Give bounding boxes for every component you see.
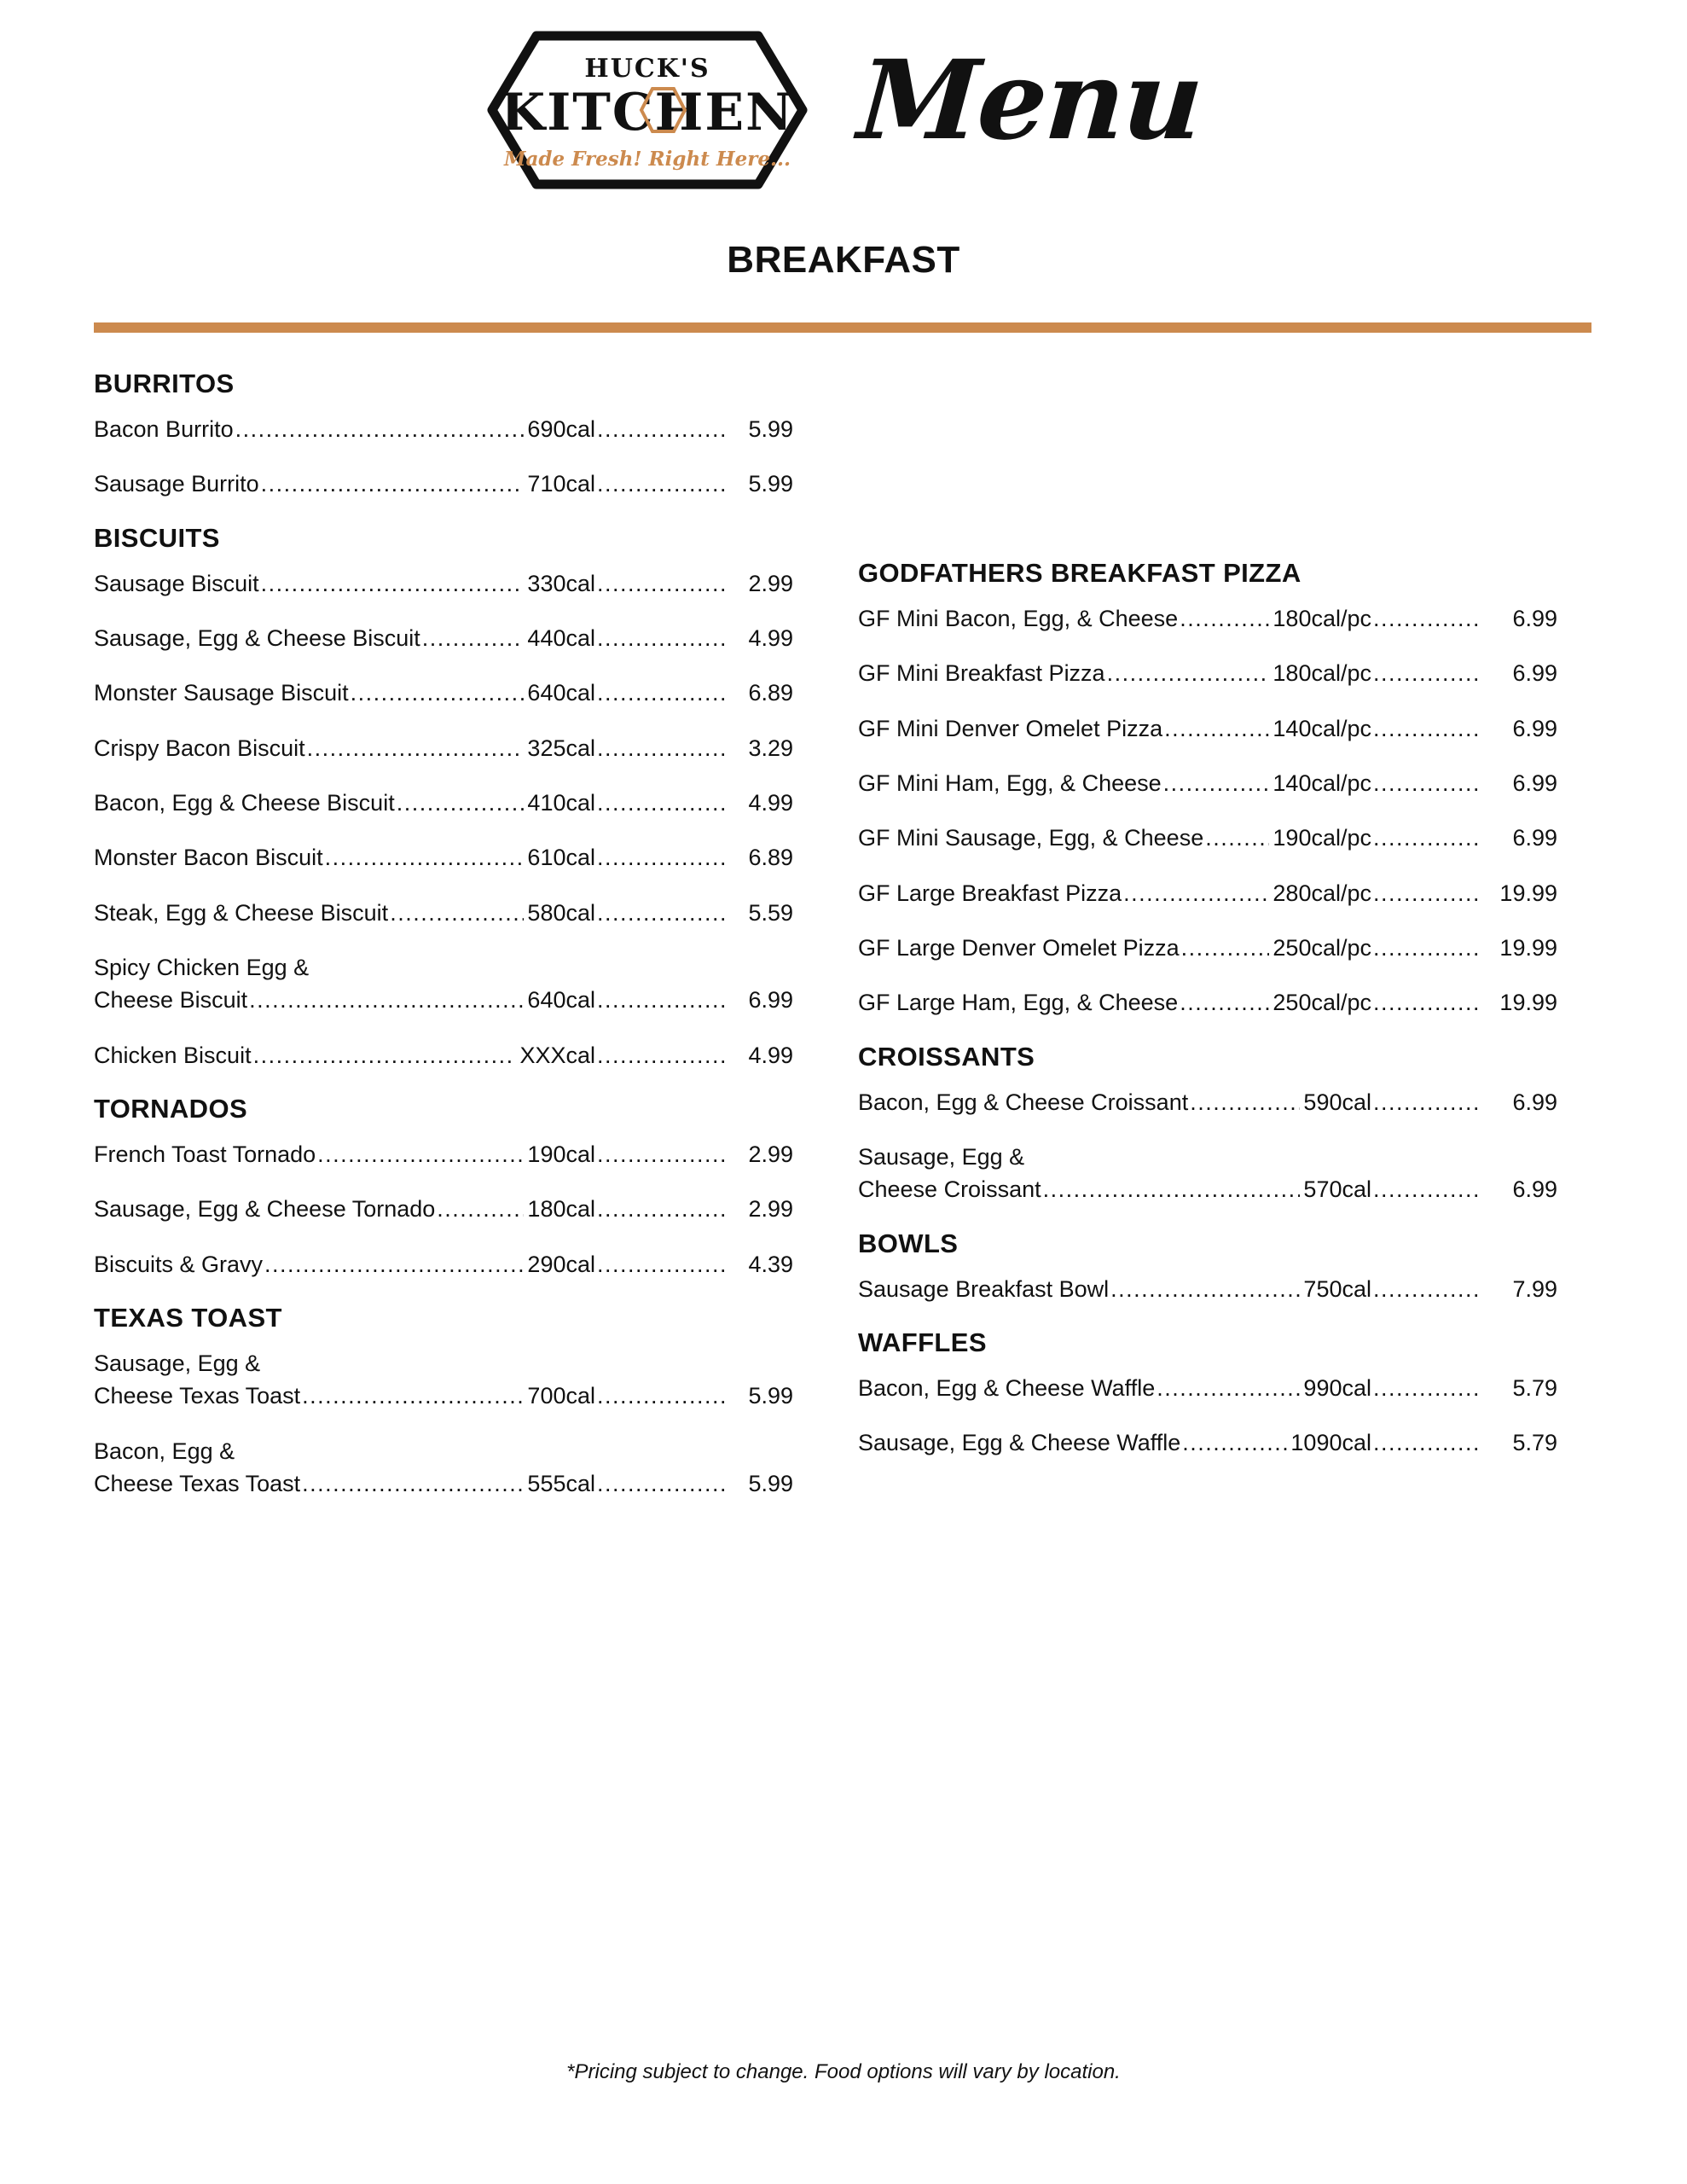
menu-item-calories: 330cal [527,570,595,596]
menu-item-row [858,1273,1557,1305]
menu-item-price: 19.99 [1499,880,1557,906]
menu-item-name: Crispy Bacon Biscuit [94,735,305,761]
menu-item [94,413,793,445]
menu-item-calories: 250cal/pc [1272,990,1371,1016]
menu-item [94,1193,793,1225]
menu-item-row [858,767,1557,799]
dot-leader [1373,1372,1482,1404]
menu-item-name: Cheese Croissant [858,1176,1041,1203]
dot-leader [597,732,725,764]
dot-leader [1373,877,1482,909]
menu-item-name: GF Mini Denver Omelet Pizza [858,715,1163,741]
menu-item-calories: 180cal/pc [1272,606,1371,631]
menu-item [858,602,1557,635]
menu-item-calories: 190cal [527,1141,595,1167]
menu-section [858,558,1557,1019]
dot-leader [422,622,525,654]
section-title: TORNADOS [94,1093,248,1124]
section-title: BURRITOS [94,369,235,398]
menu-item [858,822,1557,854]
menu-item-name-line1: Sausage, Egg & [94,1350,261,1376]
menu-item-name: Bacon, Egg & Cheese Waffle [858,1374,1156,1401]
dot-leader [597,1380,725,1412]
dot-leader [1373,712,1482,745]
menu-item-name: GF Large Denver Omelet Pizza [858,934,1180,961]
dot-leader [390,897,524,929]
menu-item-calories: 555cal [527,1470,595,1496]
menu-item [858,657,1557,689]
dot-leader [597,468,725,500]
menu-item-name: Bacon, Egg & Cheese Croissant [858,1089,1189,1115]
dot-leader [437,1193,524,1225]
menu-item-price: 3.29 [748,735,793,761]
menu-item-price: 6.99 [1512,715,1557,741]
pricing-disclaimer: *Pricing subject to change. Food options will vary by location. [566,2060,1121,2083]
menu-item-calories: 1090cal [1290,1430,1371,1456]
dot-leader [597,413,725,445]
menu-section [94,1303,793,1500]
menu-item-row [94,1248,793,1281]
dot-leader [1373,602,1482,635]
dot-leader [597,567,725,600]
menu-item-calories: 690cal [527,416,595,442]
section-title: CROISSANTS [858,1041,1035,1072]
menu-item-name-line1: Spicy Chicken Egg & [94,954,310,980]
menu-item-name: Cheese Texas Toast [94,1470,301,1496]
menu-item [94,1347,793,1413]
menu-item-row [94,1039,793,1072]
menu-wordmark: Menu [855,37,1206,165]
menu-item-price: 6.99 [1512,606,1557,631]
menu-item [858,1426,1557,1459]
menu-item-price: 7.99 [1512,1275,1557,1302]
menu-item-row [858,1372,1557,1404]
dot-leader [597,984,725,1016]
dot-leader [235,413,525,445]
menu-item-price: 5.59 [748,899,793,926]
section-title: GODFATHERS BREAKFAST PIZZA [858,558,1301,588]
dot-leader [1373,986,1482,1019]
menu-item-name: GF Mini Bacon, Egg, & Cheese [858,606,1179,631]
menu-item-row [94,1380,793,1412]
dot-leader [302,1467,524,1500]
menu-item-row [94,1138,793,1170]
hucks-kitchen-logo [485,29,809,191]
menu-item-price: 5.79 [1512,1430,1557,1456]
menu-item [94,1138,793,1170]
menu-item [94,1248,793,1281]
dot-leader [597,1193,725,1225]
dot-leader [597,1039,725,1072]
menu-item-name: Sausage, Egg & Cheese Tornado [94,1196,436,1223]
menu-item-calories: 180cal/pc [1272,660,1371,687]
dot-leader [1110,1273,1300,1305]
menu-item-calories: 325cal [527,735,595,761]
menu-item-price: 5.99 [748,1470,793,1496]
dot-leader [1180,602,1269,635]
menu-item-row [94,787,793,819]
menu-item-price: 6.99 [748,987,793,1014]
menu-item-name: GF Mini Breakfast Pizza [858,660,1105,687]
dot-leader [261,468,525,500]
dot-leader [1373,1086,1482,1118]
menu-item-row [858,712,1557,745]
menu-item-calories: 140cal/pc [1272,715,1371,741]
menu-section [94,523,793,1072]
dot-leader [253,1039,517,1072]
menu-item-calories: 990cal [1303,1374,1371,1401]
menu-item-row [858,932,1557,964]
menu-item-name: Sausage, Egg & Cheese Waffle [858,1430,1181,1456]
menu-item-name: Bacon, Egg & Cheese Biscuit [94,789,395,816]
menu-item-calories: 140cal/pc [1272,770,1371,796]
dot-leader [264,1248,524,1281]
dot-leader [1190,1086,1300,1118]
menu-item-name: Monster Sausage Biscuit [94,680,349,706]
menu-item-name: Cheese Biscuit [94,987,248,1014]
menu-header [0,0,1687,191]
menu-item-price: 5.99 [748,1383,793,1409]
menu-item [858,1273,1557,1305]
dot-leader [1182,1426,1287,1459]
logo-name-main: KITCHEN [501,83,795,142]
menu-section [858,1327,1557,1460]
menu-item-calories: XXXcal [519,1042,595,1068]
menu-column-left [94,369,793,1522]
menu-item [94,622,793,654]
dot-leader [597,622,725,654]
menu-item [858,1086,1557,1118]
menu-item-calories: 290cal [527,1251,595,1277]
menu-item-row [94,897,793,929]
menu-item-calories: 410cal [527,789,595,816]
menu-item-name: French Toast Tornado [94,1141,316,1167]
menu-item-row [858,657,1557,689]
menu-item-row [858,877,1557,909]
menu-item-calories: 640cal [527,987,595,1014]
dot-leader [597,1467,725,1500]
menu-item-price: 6.99 [1512,770,1557,796]
menu-item-name: Steak, Egg & Cheese Biscuit [94,899,389,926]
menu-item-row [94,567,793,600]
menu-item-name: Monster Bacon Biscuit [94,845,323,871]
menu-item-name: Bacon Burrito [94,416,234,442]
dot-leader [1164,712,1269,745]
dot-leader [1373,767,1482,799]
menu-item [94,897,793,929]
menu-item-price: 6.99 [1512,825,1557,851]
menu-item-price: 19.99 [1499,990,1557,1016]
menu-item [858,1141,1557,1206]
section-title: TEXAS TOAST [94,1302,282,1333]
dot-leader [597,677,725,709]
menu-item-row [858,602,1557,635]
section-title: WAFFLES [858,1327,987,1357]
menu-item-name: Chicken Biscuit [94,1042,252,1068]
dot-leader [1373,1173,1482,1205]
menu-item-row [94,413,793,445]
menu-item-row [94,677,793,709]
menu-item [94,567,793,600]
dot-leader [1180,986,1269,1019]
menu-item [858,877,1557,909]
menu-item-price: 2.99 [748,1141,793,1167]
menu-item [94,468,793,500]
menu-item-row [858,986,1557,1019]
menu-section [858,1228,1557,1305]
menu-item-name-line1: Sausage, Egg & [858,1143,1025,1170]
menu-item-name: Cheese Texas Toast [94,1383,301,1409]
menu-item-price: 4.99 [748,789,793,816]
dot-leader [1157,1372,1300,1404]
menu-item-calories: 750cal [1303,1275,1371,1302]
menu-item-calories: 190cal/pc [1272,825,1371,851]
menu-item-price: 4.99 [748,1042,793,1068]
logo-name-top: HUCK'S [584,54,711,84]
menu-item-name: Sausage Breakfast Bowl [858,1275,1110,1302]
menu-item-price: 5.99 [748,471,793,497]
menu-item-row [94,1193,793,1225]
dot-leader [1373,1273,1482,1305]
menu-item-calories: 180cal [527,1196,595,1223]
menu-item-calories: 640cal [527,680,595,706]
menu-item-price: 6.99 [1512,1089,1557,1115]
menu-item-row [858,1173,1557,1205]
menu-item-row [94,841,793,874]
menu-item-name: GF Mini Sausage, Egg, & Cheese [858,825,1204,851]
menu-item [858,767,1557,799]
dot-leader [597,787,725,819]
dot-leader [597,1248,725,1281]
dot-leader [1205,822,1269,854]
menu-item-calories: 250cal/pc [1272,934,1371,961]
dot-leader [1181,932,1270,964]
menu-item-price: 4.39 [748,1251,793,1277]
title-divider [94,322,1591,333]
menu-item-row [94,984,793,1016]
menu-columns [94,333,1591,1522]
dot-leader [302,1380,524,1412]
menu-item-price: 6.89 [748,845,793,871]
menu-item-row [858,822,1557,854]
dot-leader [1163,767,1270,799]
dot-leader [317,1138,524,1170]
menu-section [94,1094,793,1281]
dot-leader [1373,1426,1482,1459]
menu-column-right [858,369,1557,1482]
menu-item [94,677,793,709]
section-title: BOWLS [858,1228,959,1258]
menu-item [858,712,1557,745]
dot-leader [351,677,525,709]
menu-item-price: 2.99 [748,1196,793,1223]
menu-item-calories: 700cal [527,1383,595,1409]
dot-leader [597,897,725,929]
menu-item [858,986,1557,1019]
menu-item-row [858,1426,1557,1459]
menu-item-price: 6.89 [748,680,793,706]
menu-item [94,732,793,764]
logo-tagline: Made Fresh! Right Here... [504,148,791,171]
menu-item-calories: 580cal [527,899,595,926]
menu-item-calories: 610cal [527,845,595,871]
section-title: BISCUITS [94,522,220,553]
menu-item-calories: 570cal [1303,1176,1371,1203]
menu-item-row [94,732,793,764]
dot-leader [1373,932,1482,964]
menu-item-row [94,1467,793,1500]
menu-item-name: Biscuits & Gravy [94,1251,264,1277]
menu-item-name: GF Large Breakfast Pizza [858,880,1122,906]
menu-item [94,1435,793,1501]
dot-leader [1043,1173,1301,1205]
menu-item-name: Sausage, Egg & Cheese Biscuit [94,624,420,651]
menu-section [858,1042,1557,1206]
menu-item-price: 2.99 [748,570,793,596]
menu-item-price: 6.99 [1512,1176,1557,1203]
dot-leader [1373,822,1482,854]
dot-leader [597,1138,725,1170]
menu-item [858,1372,1557,1404]
dot-leader [261,567,525,600]
dot-leader [249,984,524,1016]
menu-item-row [858,1086,1557,1118]
dot-leader [1107,657,1270,689]
dot-leader [307,732,525,764]
menu-item [94,841,793,874]
dot-leader [1123,877,1269,909]
menu-item [94,787,793,819]
menu-item-calories: 710cal [527,471,595,497]
menu-item [858,932,1557,964]
menu-item-price: 6.99 [1512,660,1557,687]
menu-item-calories: 590cal [1303,1089,1371,1115]
menu-item-calories: 280cal/pc [1272,880,1371,906]
menu-item-price: 19.99 [1499,934,1557,961]
dot-leader [325,841,525,874]
menu-item-name: Sausage Biscuit [94,570,259,596]
menu-item-row [94,622,793,654]
menu-item-row [94,468,793,500]
dot-leader [1373,657,1482,689]
menu-item-name-line1: Bacon, Egg & [94,1438,235,1464]
menu-item-name: GF Mini Ham, Egg, & Cheese [858,770,1162,796]
menu-item-price: 5.79 [1512,1374,1557,1401]
menu-item-calories: 440cal [527,624,595,651]
menu-item-name: Sausage Burrito [94,471,259,497]
page-title: BREAKFAST [727,239,960,281]
menu-item [94,951,793,1017]
dot-leader [597,841,725,874]
menu-section [94,369,793,501]
menu-item-price: 5.99 [748,416,793,442]
menu-item [94,1039,793,1072]
menu-item-price: 4.99 [748,624,793,651]
menu-item-name: GF Large Ham, Egg, & Cheese [858,990,1179,1016]
dot-leader [397,787,525,819]
